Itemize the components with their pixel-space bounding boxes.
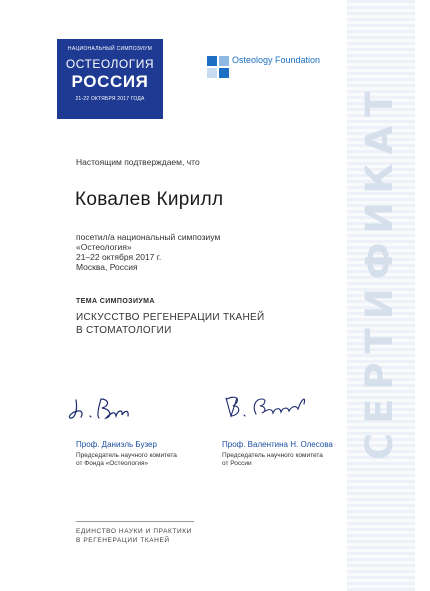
osteology-russia-logo bbox=[57, 39, 163, 119]
attendance-line: «Остеология» bbox=[76, 242, 132, 252]
motto-line: ЕДИНСТВО НАУКИ И ПРАКТИКИ bbox=[76, 528, 192, 535]
signature-buser bbox=[68, 392, 150, 426]
osteology-foundation-name: Osteology Foundation bbox=[232, 55, 321, 65]
logo-line2: РОССИЯ bbox=[71, 72, 149, 91]
role-line: Председатель научного комитета bbox=[76, 452, 177, 459]
topic-line: ИСКУССТВО РЕГЕНЕРАЦИИ ТКАНЕЙ bbox=[76, 312, 265, 323]
motto bbox=[76, 527, 192, 545]
signer-role-olesova bbox=[222, 452, 323, 468]
role-line: Председатель научного комитета bbox=[222, 452, 323, 459]
attendance-line: посетил/а национальный симпозиум bbox=[76, 232, 221, 242]
confirmation-text: Настоящим подтверждаем, что bbox=[76, 157, 200, 167]
vertical-certificate-title: СЕРТИФИКАТ bbox=[358, 82, 401, 460]
logo-top-text: НАЦИОНАЛЬНЫЙ СИМПОЗИУМ bbox=[67, 46, 153, 52]
motto-divider bbox=[76, 521, 194, 522]
attendance-details bbox=[76, 232, 220, 272]
attendance-line: 21–22 октября 2017 г. bbox=[76, 252, 162, 262]
role-line: от Фонда «Остеология» bbox=[76, 460, 149, 467]
osteology-foundation-mark-icon bbox=[207, 56, 229, 78]
signature-olesova bbox=[222, 390, 310, 424]
signer-role-buser bbox=[76, 452, 177, 468]
attendance-line: Москва, Россия bbox=[76, 262, 138, 272]
recipient-name: Ковалев Кирилл bbox=[75, 189, 224, 210]
logo-line1: ОСТЕОЛОГИЯ bbox=[65, 57, 155, 71]
signer-name-buser: Проф. Даниэль Бузер bbox=[76, 440, 157, 449]
signer-name-olesova: Проф. Валентина Н. Олесова bbox=[222, 440, 333, 449]
motto-line: В РЕГЕНЕРАЦИИ ТКАНЕЙ bbox=[76, 537, 170, 544]
symposium-topic bbox=[76, 311, 264, 337]
topic-line: В СТОМАТОЛОГИИ bbox=[76, 325, 172, 336]
role-line: от России bbox=[222, 460, 252, 467]
topic-label: ТЕМА СИМПОЗИУМА bbox=[76, 298, 155, 305]
logo-dates: 21-22 ОКТЯБРЯ 2017 ГОДА bbox=[75, 96, 145, 102]
